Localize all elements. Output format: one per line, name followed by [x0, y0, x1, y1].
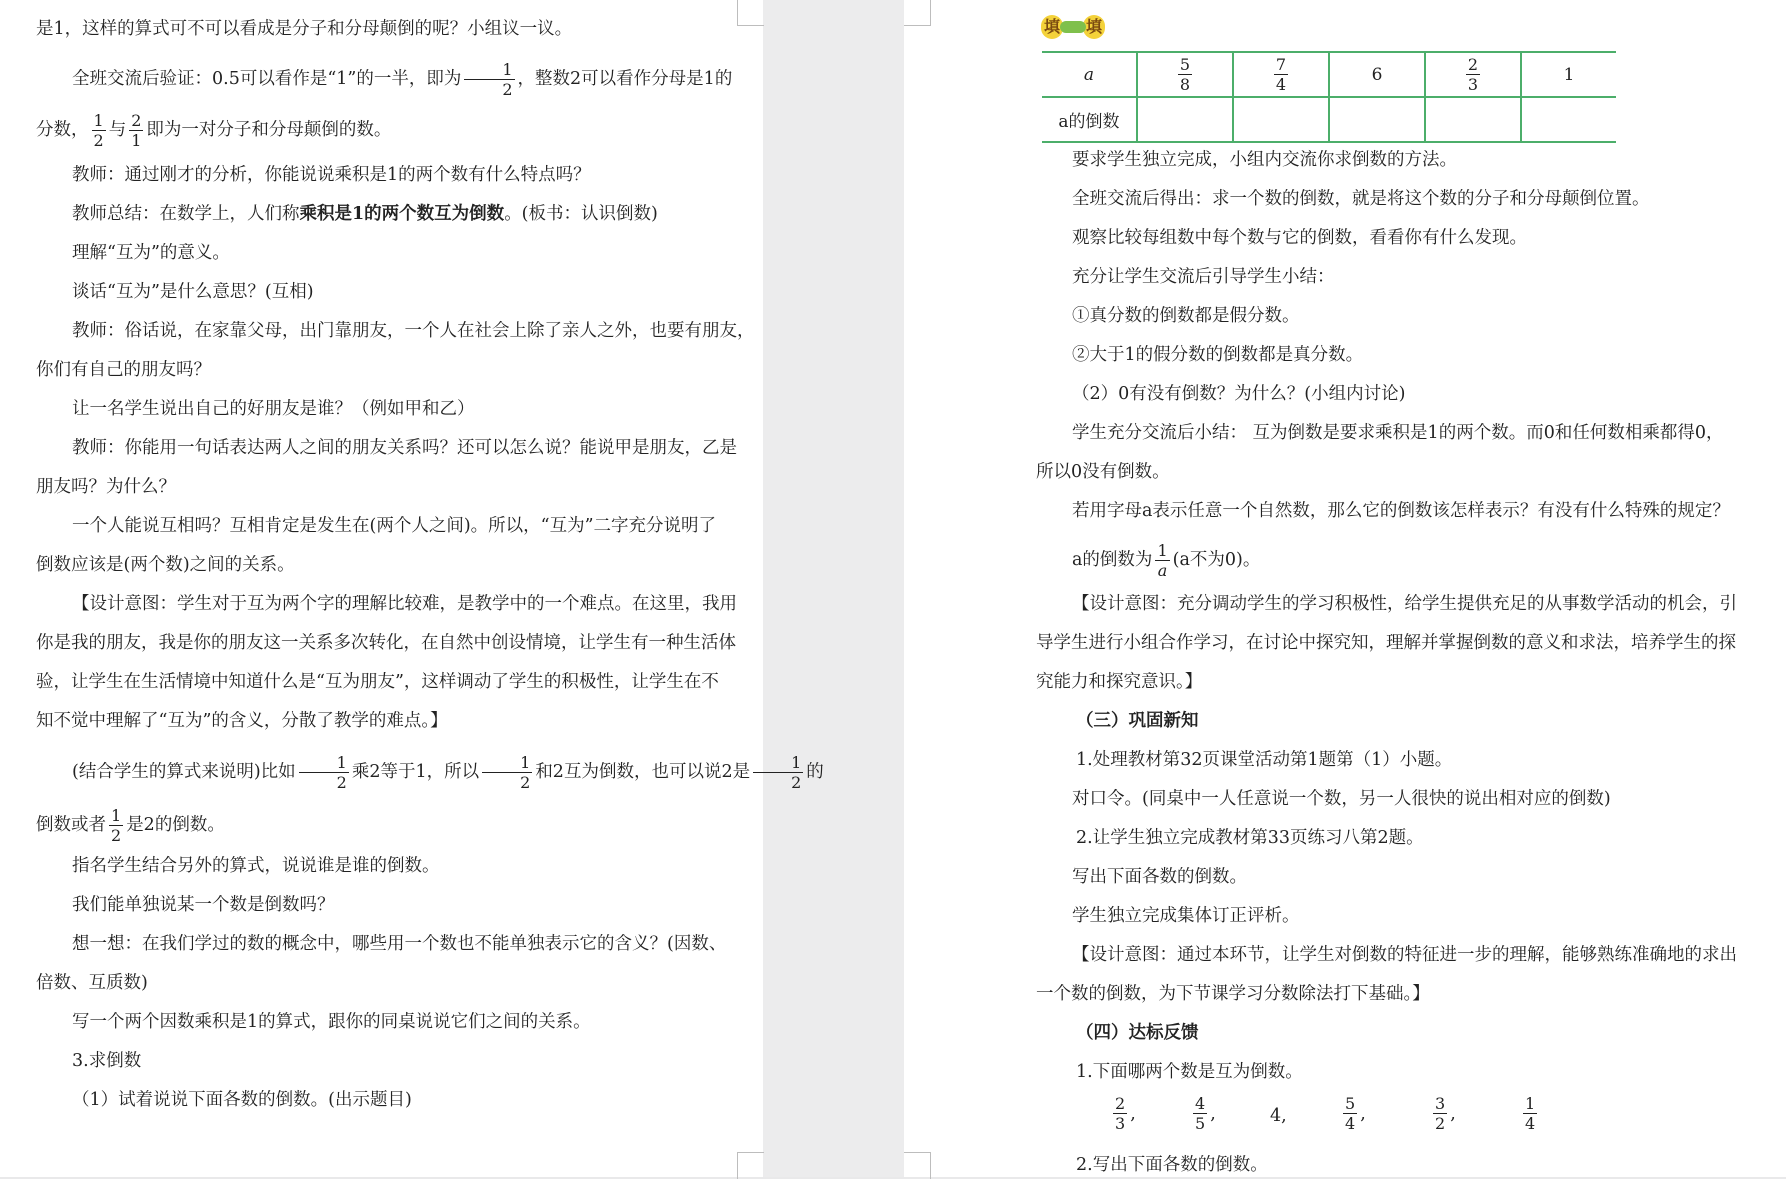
paragraph-line: 2.写出下面各数的倒数。: [1076, 1155, 1268, 1175]
paragraph-line: 一个人能说互相吗？互相肯定是发生在(两个人之间)。所以，“互为”二字充分说明了: [72, 516, 717, 536]
fraction: $\frac{1}{2}$: [93, 111, 104, 150]
paragraph-line: 2.让学生独立完成教材第33页练习八第2题。: [1076, 828, 1424, 848]
crop-mark: [737, 1152, 764, 1179]
table-cell-empty: [1233, 97, 1329, 142]
exercise-fraction: $\frac{1}{4}$: [1525, 1094, 1536, 1133]
table-cell: 1: [1521, 52, 1616, 97]
paragraph-line: 写出下面各数的倒数。: [1072, 867, 1247, 887]
paragraph-line: 朋友吗？为什么？: [36, 477, 176, 497]
paragraph-line: 分数， $\frac{1}{2}$ 与 $\frac{2}{1}$ 即为一对分子和分母颠倒的数。: [36, 111, 392, 150]
paragraph-line: 1.处理教材第32页课堂活动第1题第（1）小题。: [1076, 750, 1453, 770]
paragraph-line: 学生独立完成集体订正评析。: [1072, 906, 1300, 926]
table-header-cell: a的倒数: [1042, 97, 1137, 142]
paragraph-line: 观察比较每组数中每个数与它的倒数，看看你有什么发现。: [1072, 228, 1527, 248]
paragraph-line: 我们能单独说某一个数是倒数吗？: [72, 895, 335, 915]
fraction: $\frac{1}{2}$: [753, 753, 803, 792]
page-gutter: [763, 0, 904, 1177]
section-heading: （三）巩固新知: [1076, 711, 1199, 731]
fraction: $\frac{1}{2}$: [482, 753, 532, 792]
paragraph-line: 验，让学生在生活情境中知道什么是“互为朋友”，这样调动了学生的积极性，让学生在不: [36, 672, 719, 692]
exercise-fraction: $\frac{3}{2}$ ,: [1435, 1094, 1456, 1133]
exercise-fractions: [904, 1094, 1786, 1148]
paragraph-line: 倒数应该是(两个数)之间的关系。: [36, 555, 295, 575]
paragraph-line: 想一想：在我们学过的数的概念中，哪些用一个数也不能单独表示它的含义？(因数、: [72, 934, 727, 954]
paragraph-line: 学生充分交流后小结： 互为倒数是要求乘积是1的两个数。而0和任何数相乘都得0，: [1072, 423, 1724, 443]
table-header-cell: a: [1042, 52, 1137, 97]
paragraph-line: 要求学生独立完成，小组内交流你求倒数的方法。: [1072, 150, 1457, 170]
paragraph-line: 【设计意图：学生对于互为两个字的理解比较难，是教学中的一个难点。在这里，我用: [72, 594, 737, 614]
table-cell: 6: [1329, 52, 1425, 97]
exercise-fraction: $\frac{2}{3}$ ,: [1115, 1094, 1136, 1133]
paragraph-line: 若用字母a表示任意一个自然数，那么它的倒数该怎样表示？有没有什么特殊的规定？: [1072, 501, 1730, 521]
fraction: $\frac{1}{2}$: [464, 60, 514, 99]
paragraph-line: 教师总结：在数学上，人们称乘积是1的两个数互为倒数。(板书：认识倒数): [72, 204, 658, 224]
paragraph-line: 导学生进行小组合作学习，在讨论中探究知，理解并掌握倒数的意义和求法，培养学生的探: [1036, 633, 1736, 653]
paragraph-line: 指名学生结合另外的算式，说说谁是谁的倒数。: [72, 856, 440, 876]
table-cell: $\frac{5}{8}$: [1137, 52, 1233, 97]
paragraph-line: 你是我的朋友，我是你的朋友这一关系多次转化，在自然中创设情境，让学生有一种生活体: [36, 633, 736, 653]
paragraph-line: 全班交流后得出：求一个数的倒数，就是将这个数的分子和分母颠倒位置。: [1072, 189, 1650, 209]
paragraph-line: 1.下面哪两个数是互为倒数。: [1076, 1062, 1303, 1082]
table-cell-empty: [1137, 97, 1233, 142]
table-cell-empty: [1329, 97, 1425, 142]
paragraph-line: 写一个两个因数乘积是1的算式，跟你的同桌说说它们之间的关系。: [72, 1012, 591, 1032]
paragraph-line: 谈话“互为”是什么意思？(互相): [72, 282, 314, 302]
paragraph-line: 你们有自己的朋友吗？: [36, 360, 211, 380]
exercise-fraction: $\frac{4}{5}$ ,: [1195, 1094, 1216, 1133]
document-page-left: [0, 0, 824, 1177]
exercise-fraction: $\frac{5}{4}$ ,: [1345, 1094, 1366, 1133]
table-cell-empty: [1425, 97, 1521, 142]
paragraph-line: 知不觉中理解了“互为”的含义，分散了教学的难点。】: [36, 711, 448, 731]
paragraph-line: 究能力和探究意识。】: [1036, 672, 1203, 692]
paragraph-line: 让一名学生说出自己的好朋友是谁？（例如甲和乙）: [72, 399, 475, 419]
reciprocal-table: [1042, 51, 1616, 143]
paragraph-line: (结合学生的算式来说明)比如 $\frac{1}{2}$ 乘2等于1，所以 $\frac{1}{2}$ 和2互为倒数，也可以说2是 $\frac{1}{2}$ 的: [72, 753, 824, 792]
paragraph-line: （1）试着说说下面各数的倒数。(出示题目): [72, 1090, 412, 1110]
fraction: $\frac{2}{1}$: [131, 111, 142, 150]
paragraph-line: 充分让学生交流后引导学生小结：: [1072, 267, 1335, 287]
paragraph-line: 【设计意图：充分调动学生的学习积极性，给学生提供充足的从事数学活动的机会，引: [1072, 594, 1737, 614]
table-cell: $\frac{2}{3}$: [1425, 52, 1521, 97]
paragraph-line: 【设计意图：通过本环节，让学生对倒数的特征进一步的理解，能够熟练准确地的求出: [1072, 945, 1737, 965]
paragraph-line: 对口令。(同桌中一人任意说一个数，另一人很快的说出相对应的倒数): [1072, 789, 1611, 809]
table-cell-empty: [1521, 97, 1616, 142]
paragraph-line: 教师：通过刚才的分析，你能说说乘积是1的两个数有什么特点吗？: [72, 165, 591, 185]
list-item: ①真分数的倒数都是假分数。: [1072, 306, 1300, 326]
table-cell: $\frac{7}{4}$: [1233, 52, 1329, 97]
fraction: $\frac{1}{a}$: [1157, 541, 1168, 580]
paragraph-line: 倍数、互质数): [36, 973, 148, 993]
paragraph-line: 理解“互为”的意义。: [72, 243, 230, 263]
paragraph-line: 是1，这样的算式可不可以看成是分子和分母颠倒的呢？小组议一议。: [36, 19, 573, 39]
document-page-right: [904, 0, 1786, 1177]
paragraph-line: 教师：俗话说，在家靠父母，出门靠朋友，一个人在社会上除了亲人之外，也要有朋友，: [72, 321, 755, 341]
exercise-number: 4 ,: [1270, 1106, 1287, 1126]
paragraph-line: 所以0没有倒数。: [1036, 462, 1170, 482]
paragraph-line: （2）0有没有倒数？为什么？(小组内讨论): [1072, 384, 1406, 404]
fraction: $\frac{1}{2}$: [299, 753, 349, 792]
paragraph-line: a的倒数为 $\frac{1}{a}$ (a不为0)。: [1072, 541, 1261, 580]
section-heading: 3.求倒数: [72, 1051, 142, 1071]
list-item: ②大于1的假分数的倒数都是真分数。: [1072, 345, 1364, 365]
crop-mark: [904, 0, 931, 26]
fill-in-badge-icon: 填 填: [1041, 15, 1105, 39]
paragraph-line: 教师：你能用一句话表达两人之间的朋友关系吗？还可以怎么说？能说甲是朋友，乙是: [72, 438, 737, 458]
paragraph-line: 全班交流后验证：0.5可以看作是“1”的一半，即为 $\frac{1}{2}$ ，整数2可以看作分母是1的: [72, 60, 733, 99]
paragraph-line: 倒数或者 $\frac{1}{2}$ 是2的倒数。: [36, 806, 225, 845]
fraction: $\frac{1}{2}$: [111, 806, 122, 845]
section-heading: （四）达标反馈: [1076, 1023, 1199, 1043]
paragraph-line: 一个数的倒数，为下节课学习分数除法打下基础。】: [1036, 984, 1430, 1004]
